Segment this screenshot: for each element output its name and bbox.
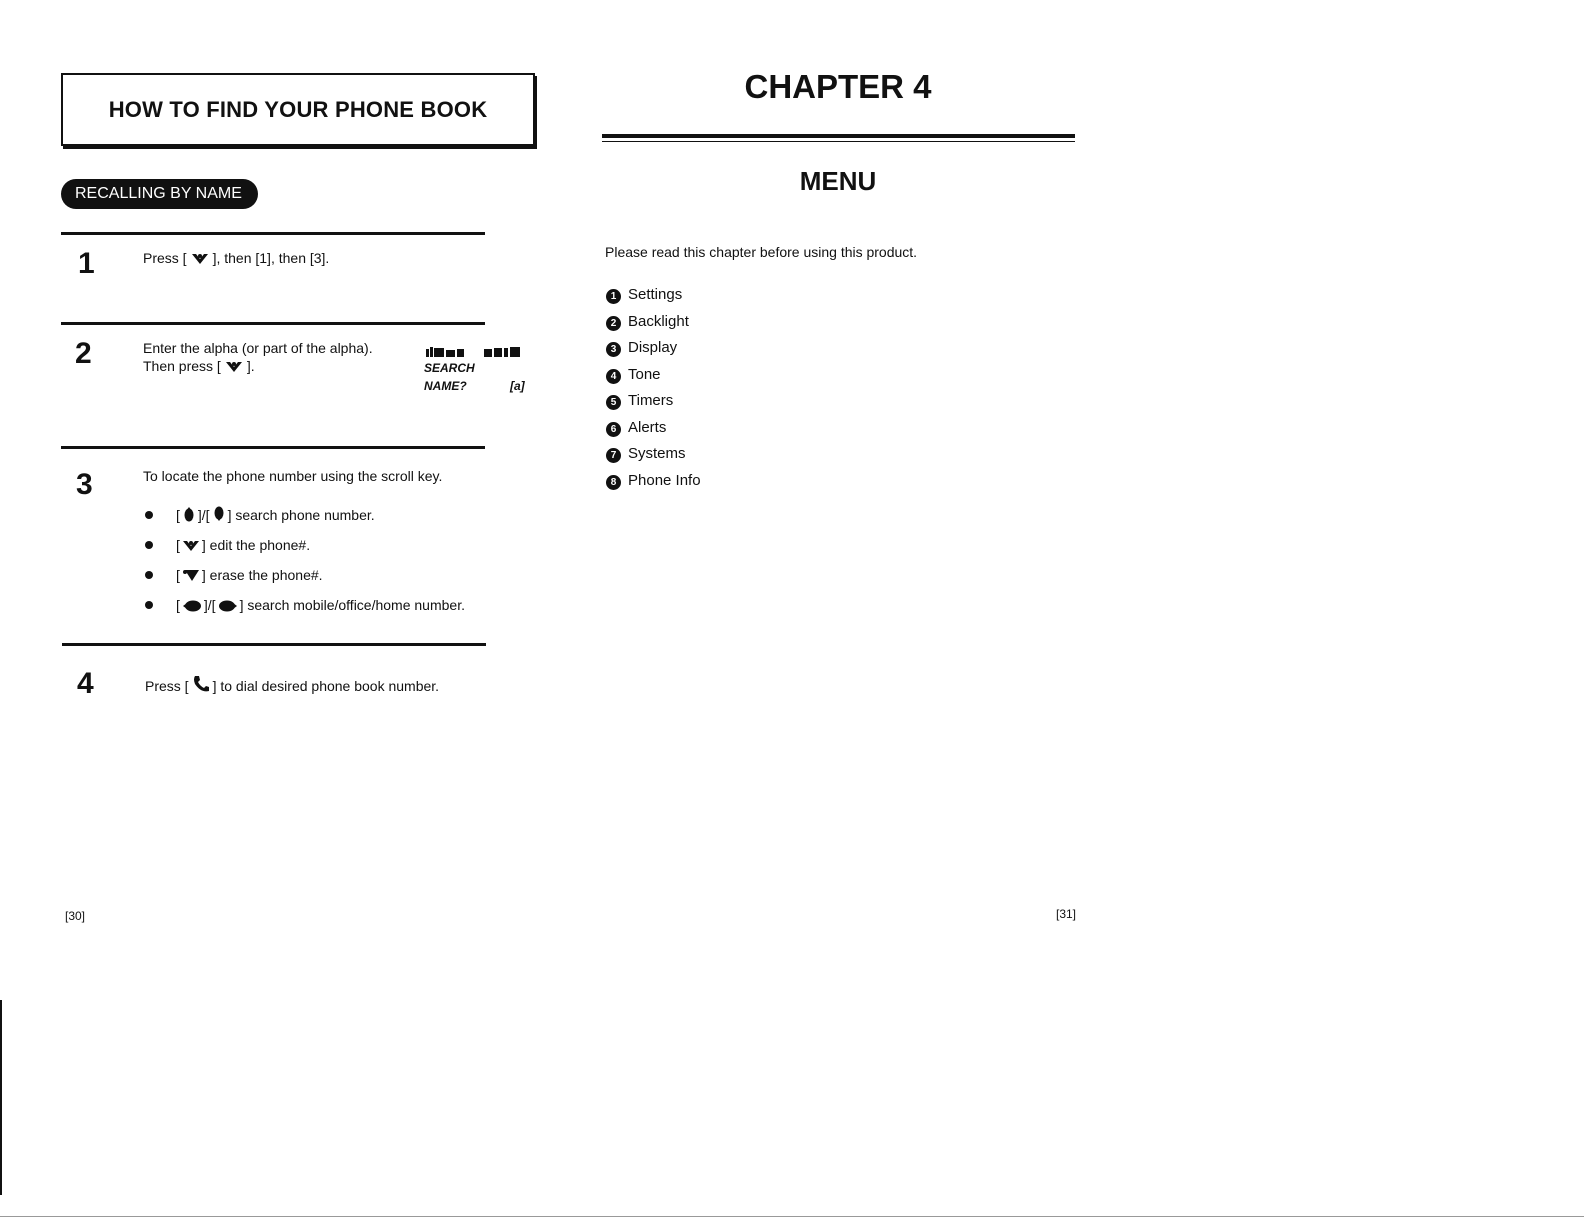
chapter-rule-thin bbox=[602, 141, 1075, 142]
step-1-text: Press [ ], then [1], then [3]. bbox=[143, 249, 329, 269]
lcd-line-1: SEARCH bbox=[424, 361, 475, 375]
chapter-intro: Please read this chapter before using this product. bbox=[605, 244, 918, 260]
menu-list bbox=[606, 286, 701, 490]
number-badge: 4 bbox=[606, 369, 621, 384]
menu-item-timers: 5 Timers bbox=[606, 392, 701, 410]
side-key-left-icon bbox=[182, 598, 202, 616]
chapter-heading: CHAPTER 4 bbox=[744, 68, 932, 105]
bullet-dot bbox=[145, 541, 153, 549]
step-number: 1 bbox=[78, 247, 95, 280]
step-3-bullet: [ ] erase the phone#. bbox=[176, 566, 323, 586]
step-3-intro: To locate the phone number using the scroll key. bbox=[143, 468, 443, 484]
menu-item-alerts: 6 Alerts bbox=[606, 419, 701, 437]
number-badge: 3 bbox=[606, 342, 621, 357]
bullet-dot bbox=[145, 511, 153, 519]
menu-item-display: 3 Display bbox=[606, 339, 701, 357]
menu-item-backlight: 2 Backlight bbox=[606, 313, 701, 331]
step-divider bbox=[62, 643, 486, 646]
step-number: 2 bbox=[75, 337, 92, 370]
scan-edge-line bbox=[0, 1000, 2, 1195]
scan-bottom-edge bbox=[0, 1216, 1584, 1217]
menu-item-systems: 7 Systems bbox=[606, 445, 701, 463]
menu-key-icon bbox=[191, 251, 209, 269]
menu-item-tone: 4 Tone bbox=[606, 366, 701, 384]
send-key-icon bbox=[193, 675, 209, 697]
number-badge: 8 bbox=[606, 475, 621, 490]
number-badge: 1 bbox=[606, 289, 621, 304]
scroll-up-icon bbox=[184, 506, 194, 526]
step-number: 4 bbox=[77, 667, 94, 700]
step-4-text: Press [ ] to dial desired phone book number. bbox=[145, 675, 439, 697]
number-badge: 7 bbox=[606, 448, 621, 463]
menu-key-icon bbox=[225, 359, 243, 377]
menu-item-phone-info: 8 Phone Info bbox=[606, 472, 701, 490]
section-pill: RECALLING BY NAME bbox=[61, 179, 258, 209]
lcd-status-icons bbox=[424, 344, 536, 360]
page-title-box bbox=[61, 73, 535, 146]
lcd-screen bbox=[424, 344, 536, 404]
number-badge: 5 bbox=[606, 395, 621, 410]
lcd-line-2: NAME? bbox=[424, 379, 467, 393]
menu-item-settings: 1 Settings bbox=[606, 286, 701, 304]
step-3-bullet: [ ]/[ ] search mobile/office/home number. bbox=[176, 596, 465, 616]
page-number-right: [31] bbox=[1056, 907, 1077, 921]
bullet-dot bbox=[145, 601, 153, 609]
menu-key-icon bbox=[182, 538, 200, 556]
step-number: 3 bbox=[76, 468, 93, 501]
step-divider bbox=[61, 446, 485, 449]
number-badge: 6 bbox=[606, 422, 621, 437]
bullet-dot bbox=[145, 571, 153, 579]
menu-heading: MENU bbox=[799, 166, 877, 196]
side-key-right-icon bbox=[218, 598, 238, 616]
step-2-text: Enter the alpha (or part of the alpha). Then press [ ]. bbox=[143, 339, 373, 377]
page-title: HOW TO FIND YOUR PHONE BOOK bbox=[108, 96, 488, 122]
step-3-bullet: [ ] edit the phone#. bbox=[176, 536, 310, 556]
chapter-rule bbox=[602, 134, 1075, 138]
scroll-down-icon bbox=[214, 506, 224, 526]
clear-key-icon bbox=[182, 568, 200, 586]
page-number-left: [30] bbox=[65, 909, 86, 923]
number-badge: 2 bbox=[606, 316, 621, 331]
step-divider bbox=[61, 322, 485, 325]
step-divider bbox=[61, 232, 485, 235]
step-3-bullet: [ ]/[ ] search phone number. bbox=[176, 506, 375, 526]
lcd-mode: [a] bbox=[510, 379, 525, 393]
